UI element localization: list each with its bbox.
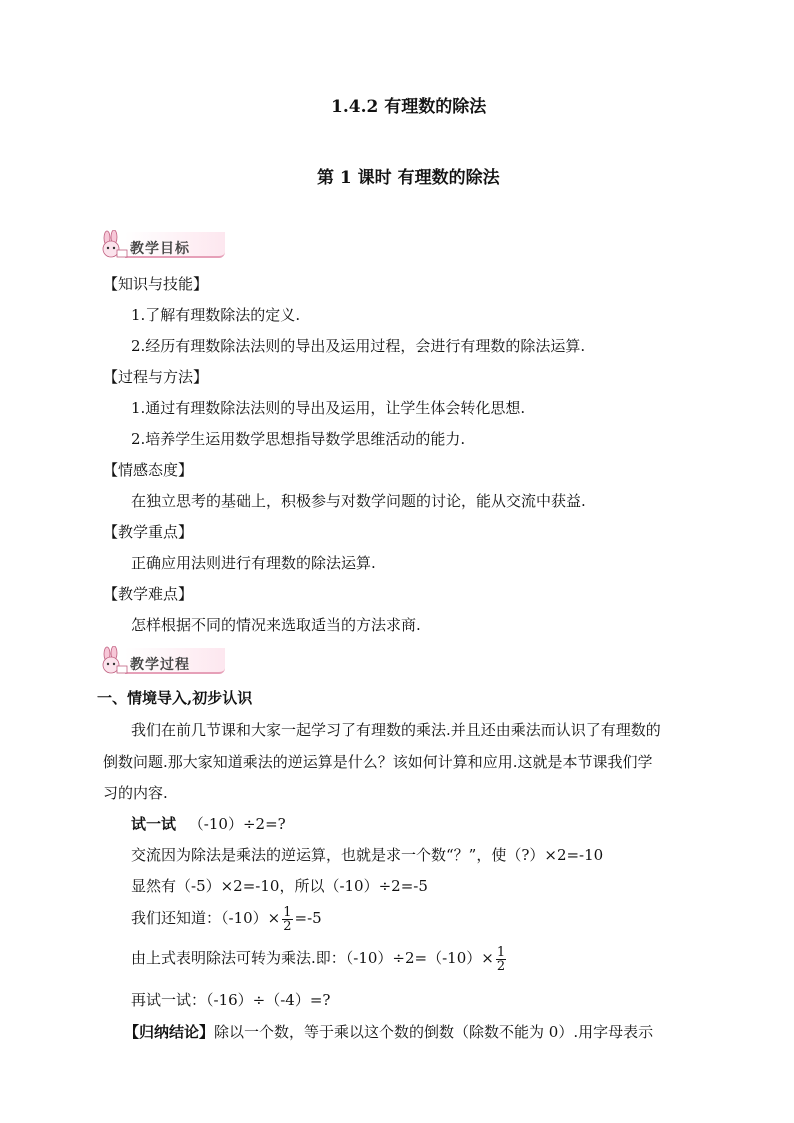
rabbit-mascot-icon [97, 646, 129, 676]
heading-emotion: 【情感态度】 [103, 461, 194, 479]
know-line [131, 904, 322, 933]
section-banner-objectives [97, 232, 227, 262]
fraction-one-half [282, 906, 292, 933]
paragraph-line-2: 倒数问题.那大家知道乘法的逆运算是什么？该如何计算和应用.这就是本节课我们学 [103, 753, 653, 771]
process-item-2: 2.培养学生运用数学思想指导数学思维活动的能力. [131, 430, 466, 448]
know-text-a: 我们还知道：（-10）× [131, 909, 281, 927]
heading-knowledge: 【知识与技能】 [103, 275, 209, 293]
lesson-subtitle: 第 1 课时 有理数的除法 [317, 168, 500, 188]
difficulty-item: 怎样根据不同的情况来选取适当的方法求商. [131, 616, 421, 634]
show-line [131, 944, 508, 973]
process-item-1: 1.通过有理数除法法则的导出及运用，让学生体会转化思想. [131, 399, 526, 417]
obvious-line: 显然有（-5）×2=-10，所以（-10）÷2=-5 [131, 877, 428, 895]
fraction-numerator: 1 [283, 904, 292, 920]
try-line [131, 814, 286, 834]
fraction-numerator: 1 [496, 944, 506, 960]
paragraph-line-1: 我们在前几节课和大家一起学习了有理数的乘法.并且还由乘法而认识了有理数的 [131, 721, 661, 739]
exchange-line: 交流因为除法是乘法的逆运算，也就是求一个数“？”，使（?）×2=-10 [131, 846, 604, 864]
try-expression: （-10）÷2=? [188, 815, 286, 833]
fraction-one-half [496, 946, 506, 973]
section-heading-intro: 一、情境导入,初步认识 [97, 689, 253, 707]
try-label: 试一试 [131, 815, 177, 833]
fraction-denominator: 2 [283, 918, 292, 934]
heading-process: 【过程与方法】 [103, 368, 209, 386]
conclusion-label: 【归纳结论】 [124, 1023, 215, 1041]
section-banner-process [97, 648, 227, 678]
fraction-denominator: 2 [496, 958, 506, 974]
paragraph-line-3: 习的内容. [103, 784, 168, 802]
try-again-line: 再试一试：（-16）÷（-4）=? [131, 991, 331, 1009]
knowledge-item-2: 2.经历有理数除法法则的导出及运用过程，会进行有理数的除法运算. [131, 337, 586, 355]
conclusion-text: 除以一个数，等于乘以这个数的倒数（除数不能为 0）.用字母表示 [214, 1023, 654, 1041]
rabbit-mascot-icon [97, 230, 129, 260]
page-title: 1.4.2 有理数的除法 [331, 97, 487, 117]
banner-label: 教学目标 [130, 241, 190, 257]
heading-key-point: 【教学重点】 [103, 523, 194, 541]
knowledge-item-1: 1.了解有理数除法的定义. [131, 306, 301, 324]
emotion-item: 在独立思考的基础上，积极参与对数学问题的讨论，能从交流中获益. [131, 492, 586, 510]
know-text-b: =-5 [294, 909, 322, 927]
key-point-item: 正确应用法则进行有理数的除法运算. [131, 554, 376, 572]
banner-label: 教学过程 [130, 657, 190, 673]
conclusion-line [124, 1022, 653, 1042]
show-text: 由上式表明除法可转为乘法.即：（-10）÷2=（-10）× [131, 949, 494, 967]
heading-difficulty: 【教学难点】 [103, 585, 194, 603]
